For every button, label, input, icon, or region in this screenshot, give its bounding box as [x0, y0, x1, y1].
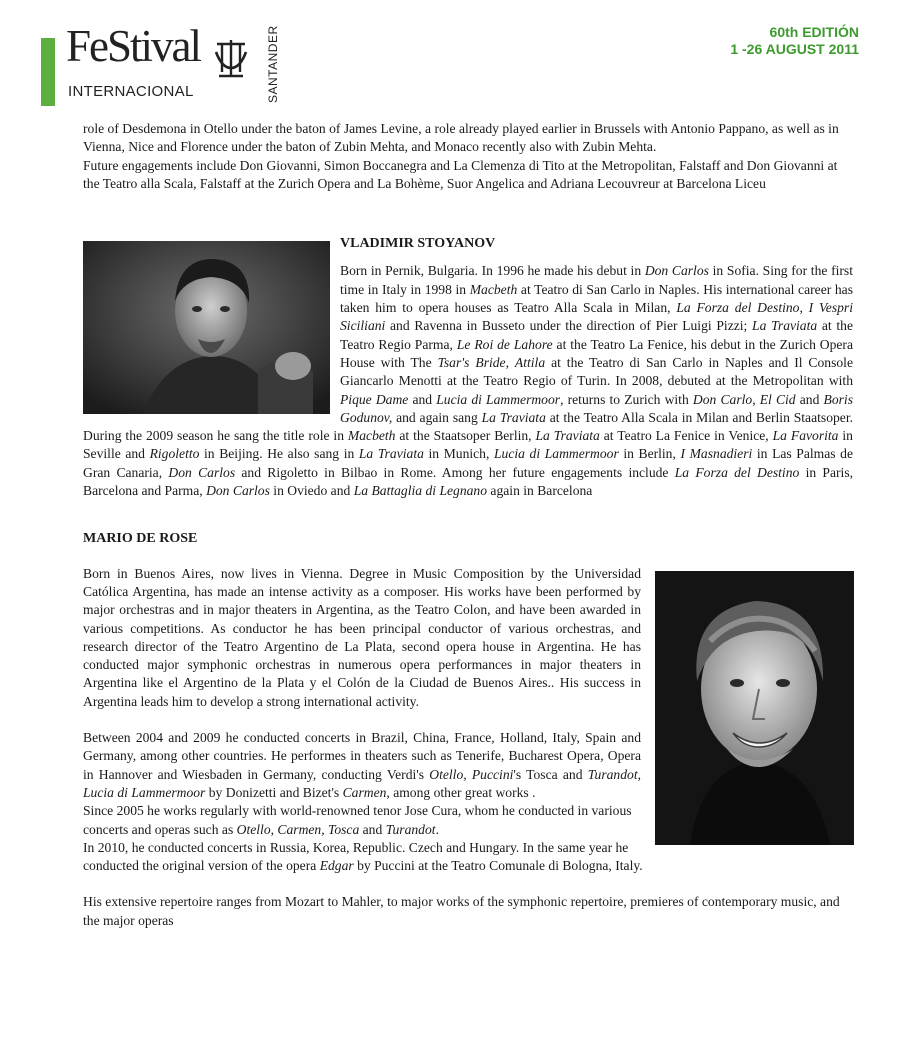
bio-text: and: [795, 391, 824, 407]
derose-bio-paragraph-5: His extensive repertoire ranges from Mozart to Mahler, to major works of the symphonic repertoire, premieres of contemporary music, and the major operas: [83, 894, 840, 928]
bio-title: Lucia di Lammermoor: [83, 784, 206, 800]
stoyanov-photo: [83, 241, 330, 414]
bio-text: by Donizetti and Bizet's: [205, 784, 343, 800]
page-content: [83, 120, 853, 930]
derose-photo: [655, 571, 854, 845]
santander-vertical-label: SANTANDER: [266, 25, 280, 103]
bio-text: at the Teatro Alla Scala in Milan and Berlin Staatsoper. During the 2009 season he sang the title role in: [83, 409, 853, 444]
bio-title: Attila: [514, 354, 546, 370]
bio-title: La Forza del Destino: [674, 464, 800, 480]
derose-bio-paragraph-1: Born in Buenos Aires, now lives in Vienna. Degree in Music Composition by the Universidad Católica Argentina, has made an intense activity as a composer. His works have been performed by major orchestras and in major theaters in Argentina, as the Teatro Colon, and have been awarded in various competitions. As conductor he has been principal conductor of various orchestras, and research director of the Teatro Argentino de La Plata, second opera house in Argentina. He has conducted major symphonic orchestras in numerous opera performances in major theaters in Argentina like el Argentino de la Plata y el Colón de la Ciudad de Buenos Aires.. His success in Argentina leads him to develop a strong international activity.: [83, 565, 641, 709]
bio-title: Don Carlos: [168, 464, 236, 480]
bio-text: ,: [505, 354, 515, 370]
bio-text: in Beijing. He also sang in: [199, 446, 359, 462]
festival-logo-text: FeStival: [66, 21, 201, 71]
bio-text: in Sofia. Sing for the first time in Italy in 1998 in: [340, 263, 853, 297]
bio-title: Pique Dame: [340, 391, 409, 407]
bio-title: La Forza del Destino, I Vespri Siciliani: [340, 300, 853, 334]
bio-text: at the Staatsoper Berlin,: [395, 428, 536, 444]
bio-title: La Traviata: [752, 318, 818, 334]
bio-title: Tsar's Bride: [437, 354, 506, 370]
bio-text: at the Teatro La Fenice, his debut in the Zurich Opera House with The: [340, 336, 853, 370]
intro-paragraph-2: Future engagements include Don Giovanni, Simon Boccanegra and La Clemenza di Tito at the Metropolitan, Falstaff and Don Giovanni at the Teatro alla Scala, Falstaff at the Zurich Opera and La Bohème, Suor Angelica and Adriana Lecouvreur at Barcelona Liceu: [83, 157, 838, 191]
bio-text: at the Teatro Regio Parma,: [340, 318, 853, 352]
bio-text: In 2010, he conducted concerts in Russia, Korea, Republic. Czech and Hungary. In the same year he conducted the original version of the opera: [83, 839, 629, 874]
bio-title: Don Carlos: [644, 263, 709, 279]
bio-title: La Traviata: [535, 428, 600, 444]
bio-title: Carmen: [342, 784, 387, 800]
bio-text: ,: [270, 821, 278, 837]
derose-section: [83, 530, 853, 930]
bio-title: Lucia di Lammermoor: [436, 391, 561, 407]
bio-text: by Puccini at the Teatro Comunale di Bologna, Italy.: [353, 858, 643, 874]
bio-text: .: [435, 821, 439, 837]
bio-title: Don Carlos: [206, 483, 270, 499]
bio-text: , among other great works .: [386, 784, 536, 800]
bio-title: El Cid: [759, 391, 796, 407]
edition-number: 60th EDITIÓN: [769, 24, 859, 40]
internacional-label: INTERNACIONAL: [68, 83, 194, 100]
festival-emblem-icon: [213, 38, 249, 80]
bio-text: Between 2004 and 2009 he conducted concerts in Brazil, China, France, Holland, Italy, Spain and Germany, among other countries. He performes in theaters such as Tenerife, Bucharest Opera, Opera in Hannover and Wiesbaden in Germany, conducting Verdi's: [83, 730, 641, 782]
bio-text: in Oviedo and: [269, 483, 354, 499]
bio-text: again in Barcelona: [487, 483, 593, 499]
derose-name: MARIO DE ROSE: [83, 531, 198, 547]
intro-paragraph-1: role of Desdemona in Otello under the baton of James Levine, a role already played earlier in Brussels with Antonio Pappano, as well as in Vienna, Nice and Florence under the baton of Zubin Mehta, and Monaco recently also with Zubin Mehta.: [83, 121, 839, 155]
bio-text: and Rigoletto in Bilbao in Rome. Among her future engagements include: [235, 464, 675, 480]
bio-text: in Seville and: [83, 428, 853, 462]
bio-title: Otello: [236, 821, 271, 837]
bio-text: and Ravenna in Busseto under the direction of Pier Luigi Pizzi;: [385, 318, 753, 334]
bio-title: Macbeth: [469, 281, 518, 297]
bio-text: in Berlin,: [618, 446, 681, 462]
bio-title: Carmen, Tosca: [277, 821, 360, 837]
bio-title: Otello, Puccini: [429, 766, 514, 782]
bio-text: in Paris, Barcelona and Parma,: [83, 464, 854, 499]
accent-bar: [41, 38, 55, 106]
bio-text: and: [408, 391, 437, 407]
bio-title: Lucia di Lammermoor: [493, 446, 619, 462]
derose-portrait-image: [655, 571, 854, 845]
bio-text: in Munich,: [423, 446, 494, 462]
bio-title: Le Roi de Lahore: [456, 336, 553, 352]
intro-section: [83, 120, 853, 193]
bio-title: Turandot: [587, 766, 638, 782]
edition-dates: 1 -26 AUGUST 2011: [730, 41, 859, 57]
bio-text: at the Teatro di San Carlo in Naples and Il Console Giancarlo Menotti at the Teatro Regio of Turin. In 2008, debuted at the Metropolitan with: [340, 354, 853, 389]
bio-text: in Las Palmas de Gran Canaria,: [83, 446, 853, 480]
edition-info: [730, 24, 859, 58]
bio-title: Don Carlo: [692, 391, 753, 407]
bio-title: Rigoletto: [149, 446, 200, 462]
bio-title: La Traviata: [481, 409, 546, 425]
bio-title: Boris Godunov,: [340, 391, 853, 425]
stoyanov-portrait-image: [83, 241, 330, 414]
bio-title: La Battaglia di Legnano: [353, 483, 488, 499]
bio-text: at Teatro di San Carlo in Naples. His international career has taken him to opera houses as Teatro Alla Scala in Milan,: [340, 281, 853, 316]
page-header: [0, 0, 897, 115]
bio-text: 's Tosca and: [513, 766, 588, 782]
bio-title: I Masnadieri: [680, 446, 753, 462]
bio-text: ,: [637, 766, 642, 782]
stoyanov-section: [83, 235, 853, 500]
bio-text: at Teatro La Fenice in Venice,: [599, 428, 773, 444]
bio-text: , returns to Zurich with: [560, 391, 693, 407]
stoyanov-name: VLADIMIR STOYANOV: [340, 236, 496, 252]
bio-title: Macbeth: [347, 428, 396, 444]
bio-title: La Traviata: [358, 446, 424, 462]
bio-text: ,: [752, 391, 760, 407]
bio-text: and again sang: [392, 409, 482, 425]
bio-title: Turandot: [385, 821, 436, 837]
bio-text: and: [359, 821, 386, 837]
bio-title: La Favorita: [772, 428, 839, 444]
bio-text: Born in Pernik, Bulgaria. In 1996 he made his debut in: [340, 263, 645, 279]
bio-text: Since 2005 he works regularly with world-renowned tenor Jose Cura, whom he conducted in various concerts and operas such as: [83, 803, 632, 837]
bio-title: Edgar: [319, 858, 354, 874]
